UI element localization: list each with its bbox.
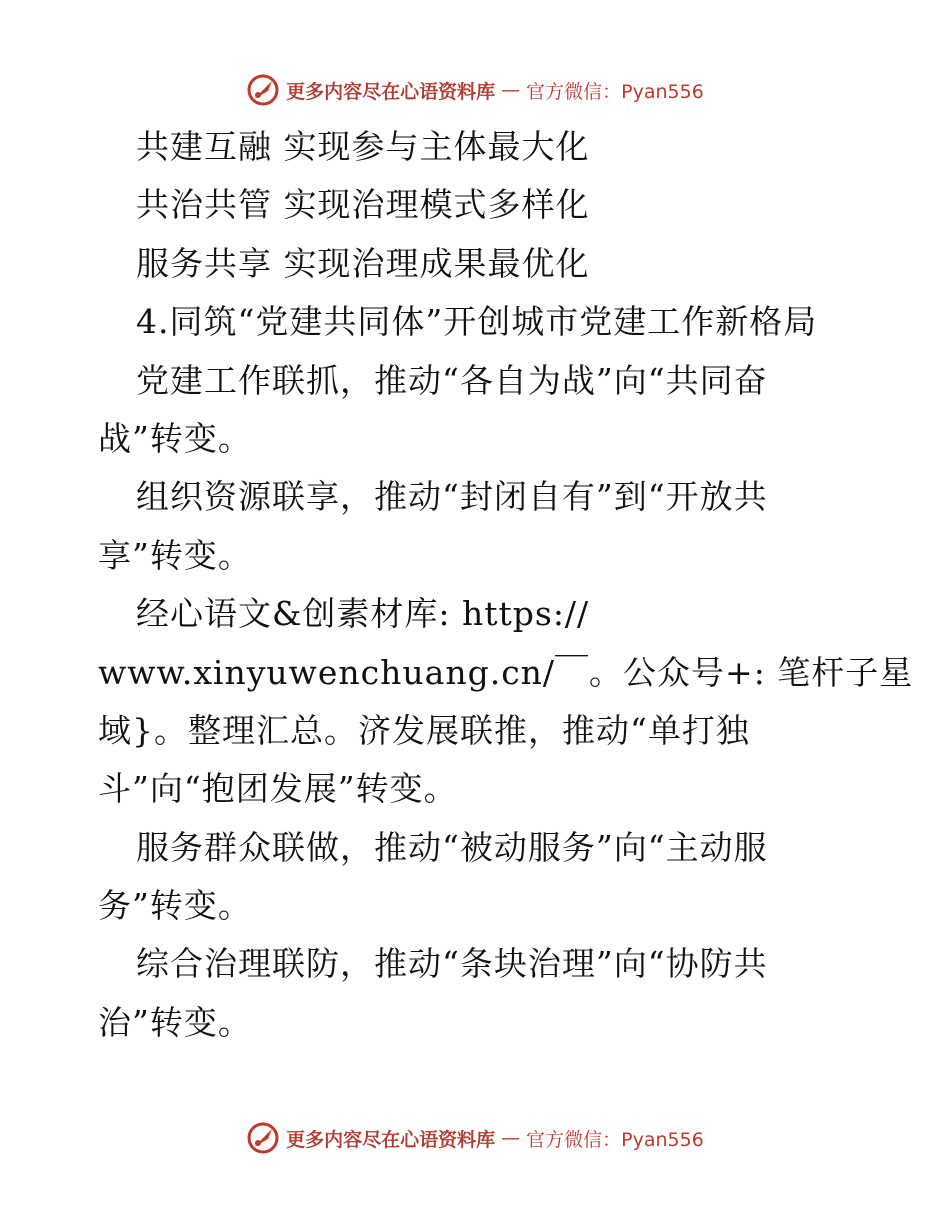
banner-account-text: 官方微信：Pyan556 <box>526 80 704 103</box>
text-line: 域}。整理汇总。济发展联推，推动“单打独 <box>98 710 750 750</box>
text-line: 组织资源联享，推动“封闭自有”到“开放共 <box>136 477 768 517</box>
section-heading: 4.同筑“党建共同体”开创城市党建工作新格局 <box>136 302 818 342</box>
text-line: 享”转变。 <box>98 535 252 575</box>
banner-main-text: 更多内容尽在心语资料库 <box>286 1128 496 1151</box>
text-line: 党建工作联抓，推动“各自为战”向“共同奋 <box>136 360 768 400</box>
text-line: 经心语文&创素材库: https:// <box>136 594 590 634</box>
text-line: 服务群众联做，推动“被动服务”向“主动服 <box>136 827 768 867</box>
quill-seal-icon <box>246 1121 280 1155</box>
text-line: 斗”向“抱团发展”转变。 <box>98 769 458 809</box>
header-banner <box>0 72 950 108</box>
text-line: 综合治理联防，推动“条块治理”向“协防共 <box>136 944 768 984</box>
document-body <box>98 118 914 1052</box>
text-line: 战”转变。 <box>98 418 252 458</box>
quill-seal-icon <box>246 73 280 107</box>
text-line: 共建互融 实现参与主体最大化 <box>136 127 590 166</box>
text-line: 务”转变。 <box>98 886 252 926</box>
banner-separator: — <box>501 1127 521 1149</box>
text-line: 服务共享 实现治理成果最优化 <box>136 243 590 283</box>
banner-separator: — <box>501 79 521 101</box>
banner-account-text: 官方微信：Pyan556 <box>526 1128 704 1151</box>
text-line: 共治共管 实现治理模式多样化 <box>136 185 590 225</box>
text-line: www.xinyuwenchuang.cn/￣。公众号+: 笔杆子星 <box>98 652 914 692</box>
text-line: 治”转变。 <box>98 1002 252 1042</box>
footer-banner <box>0 1120 950 1156</box>
banner-main-text: 更多内容尽在心语资料库 <box>286 80 496 103</box>
